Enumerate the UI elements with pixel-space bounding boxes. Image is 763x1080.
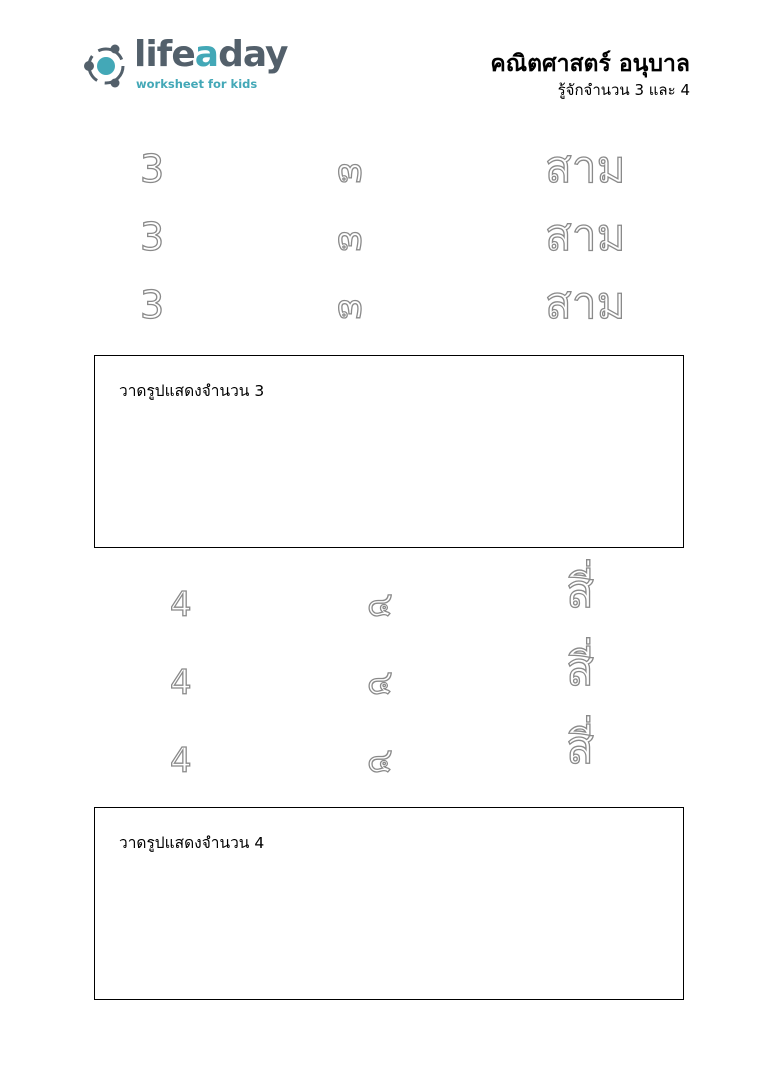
trace-thai-word: สาม xyxy=(545,210,626,261)
trace-thai-numeral: ๔ xyxy=(367,741,393,781)
trace-thai-numeral: ๓ xyxy=(337,283,363,327)
brand-name xyxy=(134,34,287,75)
trace-thai-numeral: ๓ xyxy=(337,147,363,191)
trace-row xyxy=(0,564,763,666)
trace-thai-word: สี่ xyxy=(566,564,595,618)
trace-thai-word: สี่ xyxy=(566,642,595,696)
trace-arabic-numeral: 3 xyxy=(140,283,165,327)
brand-prefix: life xyxy=(134,34,195,75)
trace-row xyxy=(0,642,763,744)
trace-arabic-numeral: 4 xyxy=(170,663,192,703)
drawing-box-label: วาดรูปแสดงจำนวน 4 xyxy=(119,834,265,852)
drawing-box-3[interactable] xyxy=(94,355,684,548)
molecule-logo-icon xyxy=(80,40,132,92)
trace-thai-word: สาม xyxy=(545,278,626,329)
brand-highlight: a xyxy=(194,34,219,75)
trace-arabic-numeral: 4 xyxy=(170,585,192,625)
trace-thai-numeral: ๓ xyxy=(337,215,363,259)
trace-row xyxy=(0,210,763,286)
trace-row xyxy=(0,142,763,218)
lifeaday-logo xyxy=(80,34,288,94)
trace-thai-numeral: ๔ xyxy=(367,663,393,703)
trace-thai-numeral: ๔ xyxy=(367,585,393,625)
trace-row xyxy=(0,278,763,354)
trace-arabic-numeral: 3 xyxy=(140,147,165,191)
trace-section-4 xyxy=(0,564,763,822)
brand-tagline: worksheet for kids xyxy=(136,77,258,91)
brand-suffix: day xyxy=(218,34,288,75)
trace-thai-word: สี่ xyxy=(566,720,595,774)
trace-arabic-numeral: 4 xyxy=(170,741,192,781)
trace-arabic-numeral: 3 xyxy=(140,215,165,259)
page-subtitle: รู้จักจำนวน 3 และ 4 xyxy=(557,81,690,99)
drawing-box-label: วาดรูปแสดงจำนวน 3 xyxy=(119,382,265,400)
drawing-box-4[interactable] xyxy=(94,807,684,1000)
page-title: คณิตศาสตร์ อนุบาล xyxy=(490,51,690,77)
trace-thai-word: สาม xyxy=(545,142,626,193)
trace-section-3 xyxy=(0,142,763,354)
